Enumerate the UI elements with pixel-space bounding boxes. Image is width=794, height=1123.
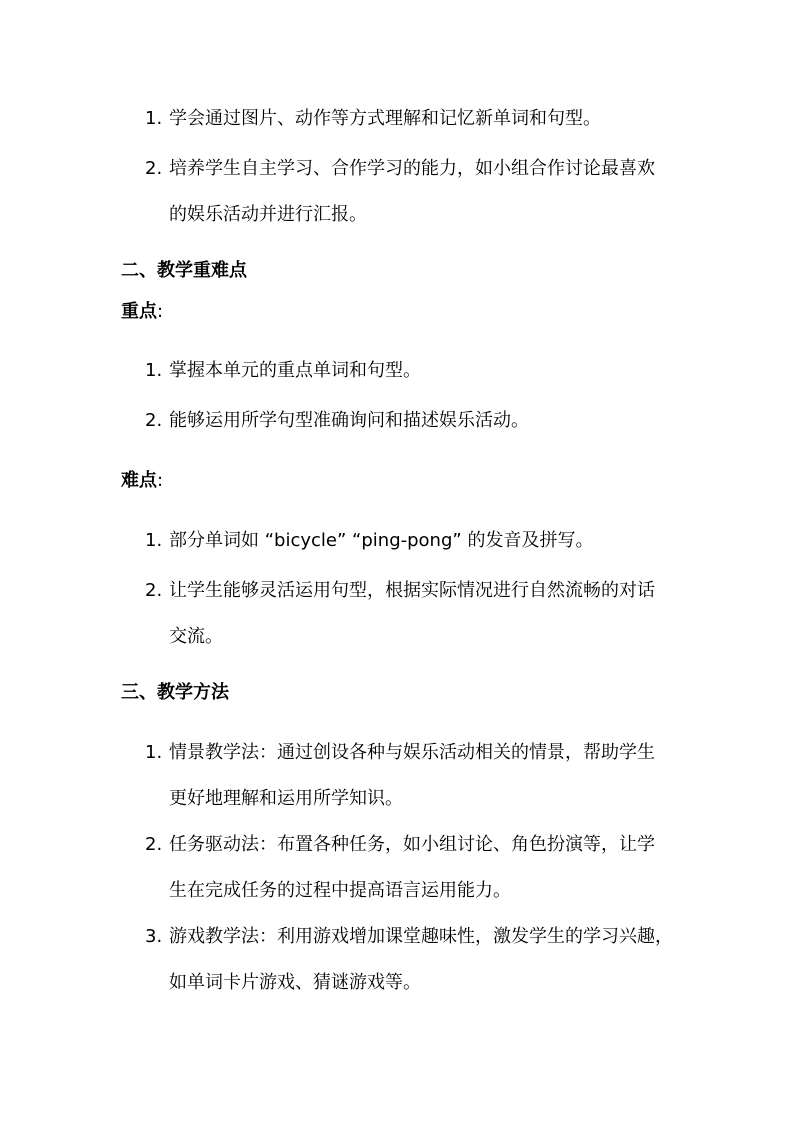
list-text: 部分单词如 “bicycle” “ping-pong” 的发音及拼写。 (169, 530, 594, 551)
key-points-title: 重点 (121, 301, 157, 322)
list-text: 让学生能够灵活运用句型，根据实际情况进行自然流畅的对话 (169, 580, 655, 601)
list-item (145, 96, 685, 142)
list-item (145, 146, 685, 238)
list-text: 学会通过图片、动作等方式理解和记忆新单词和句型。 (169, 108, 601, 129)
list-number: 2. (145, 158, 163, 179)
list-text-continuation: 交流。 (169, 626, 223, 647)
list-item (145, 518, 685, 564)
list-text-continuation: 如单词卡片游戏、猜谜游戏等。 (169, 972, 421, 993)
list-number: 2. (145, 834, 163, 855)
list-number: 1. (145, 108, 163, 129)
list-number: 3. (145, 926, 163, 947)
key-points-colon: : (157, 301, 164, 322)
list-number: 2. (145, 580, 163, 601)
list-text: 任务驱动法：布置各种任务，如小组讨论、角色扮演等，让学 (169, 834, 655, 855)
list-text-continuation: 更好地理解和运用所学知识。 (169, 788, 403, 809)
list-number: 1. (145, 530, 163, 551)
list-item (145, 822, 685, 914)
section-heading: 三、教学方法 (121, 682, 229, 703)
list-item (145, 398, 685, 444)
list-text: 掌握本单元的重点单词和句型。 (169, 360, 421, 381)
list-number: 1. (145, 360, 163, 381)
list-number: 2. (145, 410, 163, 431)
list-text-continuation: 生在完成任务的过程中提高语言运用能力。 (169, 880, 511, 901)
list-text: 培养学生自主学习、合作学习的能力，如小组合作讨论最喜欢 (169, 158, 655, 179)
difficult-points-title: 难点 (121, 470, 157, 491)
difficult-points-colon: : (157, 470, 164, 491)
difficult-points-label (121, 466, 163, 496)
list-item (145, 348, 685, 394)
list-item (145, 914, 685, 1006)
list-text: 情景教学法：通过创设各种与娱乐活动相关的情景，帮助学生 (169, 742, 655, 763)
list-item (145, 730, 685, 822)
list-text: 能够运用所学句型准确询问和描述娱乐活动。 (169, 410, 529, 431)
section-heading: 二、教学重难点 (121, 260, 247, 281)
list-number: 1. (145, 742, 163, 763)
list-item (145, 568, 685, 660)
list-text-continuation: 的娱乐活动并进行汇报。 (169, 204, 367, 225)
list-text: 游戏教学法：利用游戏增加课堂趣味性，激发学生的学习兴趣， (169, 926, 673, 947)
key-points-label (121, 297, 163, 327)
